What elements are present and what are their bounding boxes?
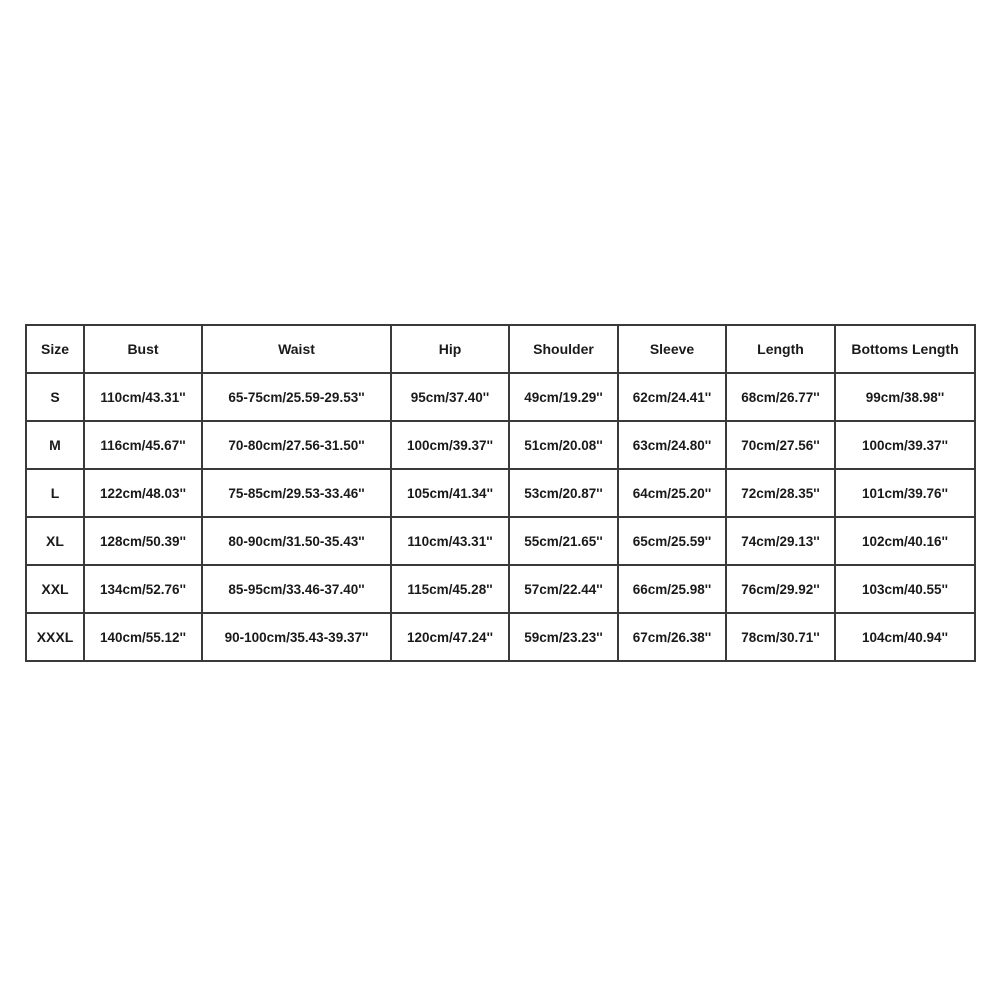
size-cell: L xyxy=(26,469,84,517)
header-waist: Waist xyxy=(202,325,391,373)
shoulder-cell: 49cm/19.29'' xyxy=(509,373,618,421)
shoulder-cell: 55cm/21.65'' xyxy=(509,517,618,565)
size-cell: XXXL xyxy=(26,613,84,661)
hip-cell: 110cm/43.31'' xyxy=(391,517,509,565)
waist-cell: 65-75cm/25.59-29.53'' xyxy=(202,373,391,421)
shoulder-cell: 59cm/23.23'' xyxy=(509,613,618,661)
bust-cell: 128cm/50.39'' xyxy=(84,517,202,565)
table-row xyxy=(26,421,975,469)
sleeve-cell: 63cm/24.80'' xyxy=(618,421,726,469)
bottoms-length-cell: 104cm/40.94'' xyxy=(835,613,975,661)
bottoms-length-cell: 101cm/39.76'' xyxy=(835,469,975,517)
header-hip: Hip xyxy=(391,325,509,373)
bust-cell: 134cm/52.76'' xyxy=(84,565,202,613)
shoulder-cell: 51cm/20.08'' xyxy=(509,421,618,469)
waist-cell: 80-90cm/31.50-35.43'' xyxy=(202,517,391,565)
size-cell: XXL xyxy=(26,565,84,613)
size-cell: M xyxy=(26,421,84,469)
sleeve-cell: 67cm/26.38'' xyxy=(618,613,726,661)
hip-cell: 105cm/41.34'' xyxy=(391,469,509,517)
header-shoulder: Shoulder xyxy=(509,325,618,373)
bottoms-length-cell: 99cm/38.98'' xyxy=(835,373,975,421)
size-cell: XL xyxy=(26,517,84,565)
table-row xyxy=(26,565,975,613)
header-bottoms-length: Bottoms Length xyxy=(835,325,975,373)
length-cell: 72cm/28.35'' xyxy=(726,469,835,517)
sleeve-cell: 65cm/25.59'' xyxy=(618,517,726,565)
length-cell: 76cm/29.92'' xyxy=(726,565,835,613)
size-chart-table xyxy=(25,324,976,662)
table-row xyxy=(26,373,975,421)
sleeve-cell: 64cm/25.20'' xyxy=(618,469,726,517)
sleeve-cell: 66cm/25.98'' xyxy=(618,565,726,613)
length-cell: 78cm/30.71'' xyxy=(726,613,835,661)
sleeve-cell: 62cm/24.41'' xyxy=(618,373,726,421)
size-cell: S xyxy=(26,373,84,421)
bust-cell: 140cm/55.12'' xyxy=(84,613,202,661)
header-length: Length xyxy=(726,325,835,373)
bottoms-length-cell: 100cm/39.37'' xyxy=(835,421,975,469)
header-size: Size xyxy=(26,325,84,373)
length-cell: 68cm/26.77'' xyxy=(726,373,835,421)
hip-cell: 120cm/47.24'' xyxy=(391,613,509,661)
length-cell: 74cm/29.13'' xyxy=(726,517,835,565)
waist-cell: 90-100cm/35.43-39.37'' xyxy=(202,613,391,661)
bust-cell: 110cm/43.31'' xyxy=(84,373,202,421)
bust-cell: 122cm/48.03'' xyxy=(84,469,202,517)
length-cell: 70cm/27.56'' xyxy=(726,421,835,469)
header-row xyxy=(26,325,975,373)
shoulder-cell: 53cm/20.87'' xyxy=(509,469,618,517)
hip-cell: 95cm/37.40'' xyxy=(391,373,509,421)
waist-cell: 75-85cm/29.53-33.46'' xyxy=(202,469,391,517)
waist-cell: 70-80cm/27.56-31.50'' xyxy=(202,421,391,469)
shoulder-cell: 57cm/22.44'' xyxy=(509,565,618,613)
hip-cell: 115cm/45.28'' xyxy=(391,565,509,613)
table-row xyxy=(26,517,975,565)
header-sleeve: Sleeve xyxy=(618,325,726,373)
bottoms-length-cell: 102cm/40.16'' xyxy=(835,517,975,565)
table-row xyxy=(26,469,975,517)
table-row xyxy=(26,613,975,661)
bottoms-length-cell: 103cm/40.55'' xyxy=(835,565,975,613)
bust-cell: 116cm/45.67'' xyxy=(84,421,202,469)
header-bust: Bust xyxy=(84,325,202,373)
hip-cell: 100cm/39.37'' xyxy=(391,421,509,469)
waist-cell: 85-95cm/33.46-37.40'' xyxy=(202,565,391,613)
